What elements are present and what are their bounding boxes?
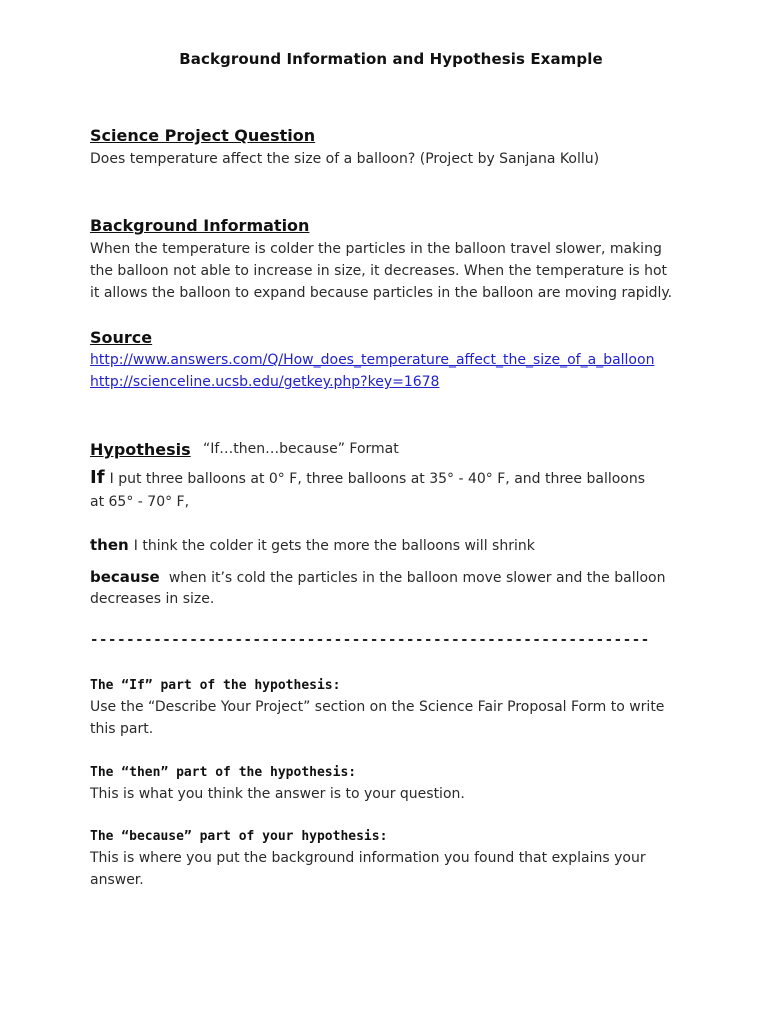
guide-because-heading: The “because” part of your hypothesis: xyxy=(90,829,388,844)
background-line: When the temperature is colder the particles in the balloon travel slower, making xyxy=(90,241,662,257)
guide-if-line: this part. xyxy=(90,721,154,737)
guide-if-line: Use the “Describe Your Project” section on the Science Fair Proposal Form to write xyxy=(90,699,665,715)
question-text: Does temperature affect the size of a balloon? (Project by Sanjana Kollu) xyxy=(90,151,600,167)
guide-if-heading: The “If” part of the hypothesis: xyxy=(90,678,341,693)
document-title: Background Information and Hypothesis Example xyxy=(179,50,603,68)
guide-because-line: This is where you put the background information you found that explains your xyxy=(90,850,646,866)
hypothesis-because-line xyxy=(90,567,665,586)
section-divider: -------------------------------------------------------------- xyxy=(90,632,650,648)
guide-then-line: This is what you think the answer is to your question. xyxy=(90,786,465,802)
because-text-continued: decreases in size. xyxy=(90,591,215,607)
question-heading: Science Project Question xyxy=(90,126,316,145)
guide-because-line: answer. xyxy=(90,872,144,888)
then-keyword: then xyxy=(90,536,129,554)
background-line: it allows the balloon to expand because particles in the balloon are moving rapidly. xyxy=(90,285,673,301)
background-line: the balloon not able to increase in size, it decreases. When the temperature is hot xyxy=(90,263,668,279)
if-text: I put three balloons at 0° F, three balloons at 35° - 40° F, and three balloons xyxy=(109,471,646,487)
hypothesis-then-line xyxy=(90,535,535,554)
because-keyword: because xyxy=(90,568,160,586)
hypothesis-if-line xyxy=(90,467,645,488)
then-text: I think the colder it gets the more the balloons will shrink xyxy=(133,538,535,554)
source-link-scienceline[interactable]: http://scienceline.ucsb.edu/getkey.php?key=1678 xyxy=(90,374,440,390)
hypothesis-heading: Hypothesis xyxy=(90,440,191,459)
if-text-continued: at 65° - 70° F, xyxy=(90,494,190,510)
background-heading: Background Information xyxy=(90,216,310,235)
source-link-answers[interactable]: http://www.answers.com/Q/How_does_temperature_affect_the_size_of_a_balloon xyxy=(90,352,655,368)
if-keyword: If xyxy=(90,467,105,488)
hypothesis-format: “If…then…because” Format xyxy=(203,441,399,457)
source-heading: Source xyxy=(90,328,153,347)
background-paragraph xyxy=(90,238,710,304)
guide-then-heading: The “then” part of the hypothesis: xyxy=(90,765,357,780)
because-text: when it’s cold the particles in the balloon move slower and the balloon xyxy=(168,570,666,586)
